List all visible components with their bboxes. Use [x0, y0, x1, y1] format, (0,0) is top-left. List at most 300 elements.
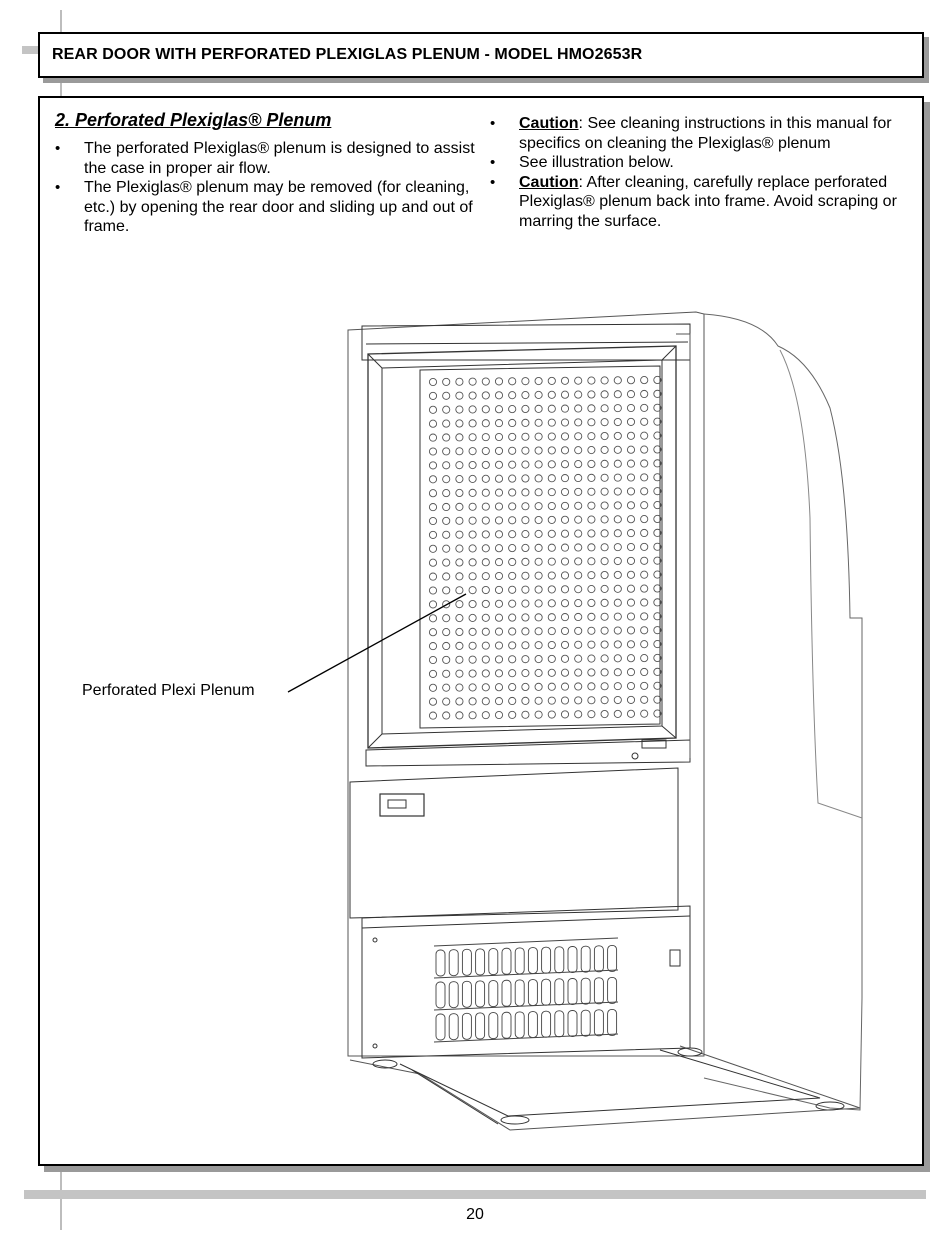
perforation-hole	[641, 599, 648, 606]
perforation-hole	[443, 642, 450, 649]
perforation-hole	[469, 559, 476, 566]
perforation-hole	[522, 489, 529, 496]
perforation-hole	[456, 684, 463, 691]
louver-slot	[581, 1010, 590, 1036]
perforation-hole	[601, 446, 608, 453]
perforation-hole	[614, 710, 621, 717]
perforation-hole	[548, 586, 555, 593]
perforation-hole	[509, 683, 516, 690]
louver-slot	[489, 981, 498, 1007]
perforation-hole	[561, 669, 568, 676]
perforation-hole	[429, 615, 436, 622]
perforation-hole	[588, 446, 595, 453]
perforation-hole	[495, 545, 502, 552]
perforation-hole	[482, 531, 489, 538]
perforation-hole	[575, 530, 582, 537]
perforation-hole	[601, 683, 608, 690]
perforation-hole	[601, 377, 608, 384]
perforation-hole	[575, 711, 582, 718]
louver-slots	[436, 945, 617, 1040]
perforation-hole	[509, 656, 516, 663]
louver-slot	[608, 977, 617, 1003]
perforation-hole	[627, 418, 634, 425]
louver-slot	[502, 948, 511, 974]
perforation-hole	[482, 698, 489, 705]
perforation-hole	[627, 613, 634, 620]
perforation-hole	[495, 614, 502, 621]
perforation-hole	[627, 530, 634, 537]
perforation-hole	[548, 475, 555, 482]
perforation-hole	[522, 405, 529, 412]
perforation-hole	[522, 697, 529, 704]
perforation-hole	[601, 502, 608, 509]
perforation-hole	[548, 489, 555, 496]
perforation-hole	[509, 544, 516, 551]
perforation-hole	[641, 641, 648, 648]
perforation-hole	[509, 670, 516, 677]
perforation-hole	[575, 669, 582, 676]
perforation-hole	[575, 655, 582, 662]
perforation-hole	[443, 531, 450, 538]
bullet-text: See illustration below.	[519, 154, 674, 171]
perforation-hole	[443, 573, 450, 580]
content-box	[38, 96, 924, 1166]
perforation-hole	[456, 559, 463, 566]
perforation-hole	[482, 628, 489, 635]
perforation-hole	[495, 559, 502, 566]
perforation-hole	[641, 668, 648, 675]
perforation-hole	[641, 529, 648, 536]
perforation-hole	[429, 670, 436, 677]
louver-slot	[555, 979, 564, 1005]
perforation-hole	[482, 712, 489, 719]
perforation-hole	[641, 404, 648, 411]
perforation-hole	[588, 544, 595, 551]
perforation-hole	[509, 419, 516, 426]
perforation-hole	[627, 432, 634, 439]
perforation-hole	[548, 558, 555, 565]
perforation-hole	[495, 392, 502, 399]
perforation-hole	[509, 697, 516, 704]
perforation-hole	[443, 489, 450, 496]
perforation-hole	[561, 641, 568, 648]
louver-slot	[594, 946, 603, 972]
perforation-hole	[509, 461, 516, 468]
perforation-hole	[522, 503, 529, 510]
perforation-hole	[601, 655, 608, 662]
perforation-hole	[509, 572, 516, 579]
perforation-hole	[429, 684, 436, 691]
perforation-hole	[429, 643, 436, 650]
perforation-hole	[548, 655, 555, 662]
perforation-hole	[588, 585, 595, 592]
louver-slot	[528, 1012, 537, 1038]
section-heading: 2. Perforated Plexiglas® Plenum	[55, 110, 332, 130]
perforation-hole	[482, 559, 489, 566]
perforation-hole	[641, 502, 648, 509]
perforation-hole	[601, 405, 608, 412]
perforation-hole	[456, 503, 463, 510]
perforation-hole	[482, 447, 489, 454]
perforation-hole	[482, 378, 489, 385]
perforation-hole	[575, 419, 582, 426]
perforation-hole	[588, 697, 595, 704]
louver-slot	[515, 948, 524, 974]
perforation-hole	[575, 474, 582, 481]
perforation-hole	[575, 391, 582, 398]
perforation-hole	[588, 419, 595, 426]
perforation-hole	[456, 378, 463, 385]
perforation-hole	[614, 627, 621, 634]
perforation-hole	[443, 392, 450, 399]
perforation-hole	[575, 460, 582, 467]
perforation-hole	[641, 515, 648, 522]
louver-slot	[515, 980, 524, 1006]
perforation-hole	[614, 557, 621, 564]
louver-slot	[555, 947, 564, 973]
perforation-hole	[429, 476, 436, 483]
perforation-hole	[495, 572, 502, 579]
perforation-hole	[535, 377, 542, 384]
perforation-hole	[641, 390, 648, 397]
perforation-hole	[469, 503, 476, 510]
perforation-hole	[509, 628, 516, 635]
louver-slot	[542, 1011, 551, 1037]
caution-text: : See cleaning instructions in this manual for specifics on cleaning the Plexiglas® plenum	[519, 115, 892, 152]
perforation-hole	[482, 684, 489, 691]
louver-slot	[568, 979, 577, 1005]
perforation-hole	[456, 420, 463, 427]
perforation-hole	[548, 419, 555, 426]
perforation-hole	[443, 656, 450, 663]
perforation-hole	[601, 599, 608, 606]
perforation-hole	[469, 392, 476, 399]
perforation-hole	[601, 697, 608, 704]
perforation-hole	[561, 475, 568, 482]
perforation-hole	[641, 571, 648, 578]
perforation-hole	[575, 433, 582, 440]
perforation-hole	[561, 627, 568, 634]
perforation-hole	[522, 614, 529, 621]
perforation-hole	[535, 461, 542, 468]
perforation-hole	[482, 642, 489, 649]
perforation-hole	[614, 585, 621, 592]
perforation-hole	[601, 516, 608, 523]
perforation-hole	[561, 586, 568, 593]
perforation-hole	[482, 670, 489, 677]
perforation-hole	[469, 531, 476, 538]
perforation-hole	[614, 530, 621, 537]
perforation-hole	[469, 406, 476, 413]
perforation-hole	[495, 656, 502, 663]
perforation-hole	[575, 447, 582, 454]
perforation-hole	[535, 600, 542, 607]
perforation-hole	[588, 558, 595, 565]
perforation-hole	[614, 502, 621, 509]
perforation-hole	[561, 447, 568, 454]
perforation-hole	[641, 418, 648, 425]
page-title: REAR DOOR WITH PERFORATED PLEXIGLAS PLENUM - MODEL HMO2653R	[52, 46, 643, 63]
perforation-hole	[456, 448, 463, 455]
louver-slot	[449, 950, 458, 976]
perforation-hole	[456, 475, 463, 482]
perforation-hole	[522, 572, 529, 579]
perforation-hole	[522, 656, 529, 663]
perforation-hole	[561, 377, 568, 384]
perforation-hole	[522, 544, 529, 551]
perforation-hole	[522, 433, 529, 440]
perforation-hole	[429, 573, 436, 580]
perforation-hole	[509, 503, 516, 510]
perforation-hole	[601, 558, 608, 565]
perforation-hole	[535, 530, 542, 537]
perforation-hole	[535, 586, 542, 593]
perforation-hole	[535, 544, 542, 551]
perforation-hole	[614, 613, 621, 620]
perforation-hole	[601, 613, 608, 620]
louver-slot	[568, 947, 577, 973]
perforation-hole	[614, 571, 621, 578]
perforation-hole	[429, 559, 436, 566]
perforation-hole	[522, 517, 529, 524]
perforation-hole	[509, 711, 516, 718]
perforation-hole	[548, 641, 555, 648]
perforation-hole	[561, 572, 568, 579]
perforation-hole	[548, 433, 555, 440]
perforation-hole	[641, 460, 648, 467]
perforation-hole	[561, 461, 568, 468]
perforation-hole	[535, 628, 542, 635]
perforation-hole	[614, 516, 621, 523]
perforation-hole	[429, 392, 436, 399]
perforation-hole	[535, 558, 542, 565]
perforation-hole	[575, 405, 582, 412]
perforation-hole	[601, 627, 608, 634]
caution-label: Caution	[519, 173, 579, 191]
louver-slot	[436, 982, 445, 1008]
perforation-hole	[548, 447, 555, 454]
perforation-hole	[443, 378, 450, 385]
perforation-hole	[522, 683, 529, 690]
perforation-hole	[522, 475, 529, 482]
perforation-hole	[469, 600, 476, 607]
louver-slot	[462, 981, 471, 1007]
perforation-hole	[548, 461, 555, 468]
perforation-hole	[627, 488, 634, 495]
perforation-hole	[429, 698, 436, 705]
perforation-hole	[443, 476, 450, 483]
perforation-hole	[456, 406, 463, 413]
perforation-hole	[443, 406, 450, 413]
perforation-hole	[429, 545, 436, 552]
perforation-hole	[482, 392, 489, 399]
louver-slot	[594, 1010, 603, 1036]
louver-slot	[489, 949, 498, 975]
perforation-hole	[575, 544, 582, 551]
footer-gray-bar	[24, 1190, 926, 1199]
perforation-hole	[601, 474, 608, 481]
perforation-hole	[509, 642, 516, 649]
perforation-hole	[641, 432, 648, 439]
perforation-hole	[535, 433, 542, 440]
perforation-hole	[588, 474, 595, 481]
perforation-hole	[456, 573, 463, 580]
perforation-hole	[443, 517, 450, 524]
perforation-hole	[614, 655, 621, 662]
perforation-hole	[469, 642, 476, 649]
perforation-hole	[456, 628, 463, 635]
perforation-hole	[614, 405, 621, 412]
callout-leader-line	[288, 594, 466, 692]
perforation-hole	[601, 488, 608, 495]
perforation-hole	[522, 530, 529, 537]
perforation-hole	[443, 448, 450, 455]
perforation-hole	[561, 655, 568, 662]
perforation-hole	[482, 656, 489, 663]
perforation-hole	[469, 461, 476, 468]
perforation-hole	[482, 434, 489, 441]
perforation-hole	[614, 446, 621, 453]
perforation-hole	[601, 669, 608, 676]
perforation-hole	[443, 628, 450, 635]
perforation-hole	[535, 489, 542, 496]
perforation-hole	[561, 502, 568, 509]
perforation-hole	[561, 433, 568, 440]
perforation-hole	[429, 490, 436, 497]
perforation-hole	[429, 378, 436, 385]
perforation-hole	[627, 557, 634, 564]
merchandiser-illustration	[40, 98, 922, 1164]
perforation-hole	[522, 711, 529, 718]
perforation-hole	[495, 684, 502, 691]
perforation-hole	[627, 502, 634, 509]
perforation-hole	[535, 405, 542, 412]
perforation-hole	[469, 684, 476, 691]
perforation-hole	[495, 517, 502, 524]
perforation-hole	[548, 711, 555, 718]
louver-slot	[528, 980, 537, 1006]
perforation-hole	[601, 641, 608, 648]
louver-slot	[594, 978, 603, 1004]
perforation-hole	[641, 682, 648, 689]
perforation-hole	[561, 558, 568, 565]
perforation-hole	[535, 475, 542, 482]
perforation-hole	[588, 627, 595, 634]
perforation-hole	[509, 392, 516, 399]
perforation-hole	[482, 573, 489, 580]
perforation-hole	[535, 655, 542, 662]
perforation-hole	[535, 572, 542, 579]
perforation-hole	[575, 488, 582, 495]
perforation-hole	[509, 433, 516, 440]
perforation-hole	[641, 710, 648, 717]
perforation-hole	[601, 391, 608, 398]
perforation-hole	[456, 434, 463, 441]
perforation-hole	[443, 670, 450, 677]
perforation-hole	[641, 696, 648, 703]
perforation-hole	[469, 587, 476, 594]
perforation-hole	[456, 462, 463, 469]
perforation-hole	[614, 460, 621, 467]
perforation-holes	[429, 376, 661, 719]
perforation-hole	[443, 420, 450, 427]
perforation-hole	[535, 697, 542, 704]
perforation-hole	[548, 572, 555, 579]
louver-slot	[581, 946, 590, 972]
perforation-hole	[469, 656, 476, 663]
perforation-hole	[641, 627, 648, 634]
perforation-hole	[548, 544, 555, 551]
perforation-hole	[469, 517, 476, 524]
perforation-hole	[614, 696, 621, 703]
perforation-hole	[588, 599, 595, 606]
perforation-hole	[588, 405, 595, 412]
perforation-hole	[588, 488, 595, 495]
perforation-hole	[614, 391, 621, 398]
perforation-hole	[469, 573, 476, 580]
perforation-hole	[575, 558, 582, 565]
perforation-hole	[588, 377, 595, 384]
perforation-hole	[627, 391, 634, 398]
perforation-hole	[456, 642, 463, 649]
perforation-hole	[575, 683, 582, 690]
perforation-hole	[614, 377, 621, 384]
perforation-hole	[482, 614, 489, 621]
louver-slot	[476, 1013, 485, 1039]
perforation-hole	[561, 391, 568, 398]
perforation-hole	[588, 641, 595, 648]
perforation-hole	[588, 460, 595, 467]
perforation-hole	[588, 572, 595, 579]
perforation-hole	[482, 517, 489, 524]
perforation-hole	[509, 558, 516, 565]
perforation-hole	[443, 434, 450, 441]
perforation-hole	[429, 462, 436, 469]
perforation-hole	[548, 530, 555, 537]
louver-slot	[555, 1011, 564, 1037]
perforation-hole	[588, 613, 595, 620]
perforation-hole	[469, 448, 476, 455]
perforation-hole	[456, 712, 463, 719]
perforation-hole	[561, 530, 568, 537]
perforation-hole	[495, 447, 502, 454]
perforation-hole	[561, 711, 568, 718]
perforation-hole	[443, 698, 450, 705]
louver-slot	[515, 1012, 524, 1038]
perforation-hole	[627, 641, 634, 648]
perforation-hole	[614, 488, 621, 495]
louver-slot	[476, 981, 485, 1007]
perforation-hole	[641, 613, 648, 620]
perforation-hole	[495, 531, 502, 538]
perforation-hole	[588, 655, 595, 662]
perforation-hole	[588, 711, 595, 718]
perforation-hole	[482, 503, 489, 510]
perforation-hole	[456, 614, 463, 621]
louver-slot	[542, 947, 551, 973]
perforation-hole	[495, 461, 502, 468]
perforation-hole	[495, 642, 502, 649]
perforation-hole	[469, 489, 476, 496]
perforation-hole	[614, 474, 621, 481]
louver-slot	[489, 1013, 498, 1039]
perforation-hole	[495, 586, 502, 593]
perforation-hole	[509, 531, 516, 538]
perforation-hole	[575, 613, 582, 620]
perforation-hole	[601, 432, 608, 439]
perforation-hole	[443, 587, 450, 594]
louver-slot	[476, 949, 485, 975]
